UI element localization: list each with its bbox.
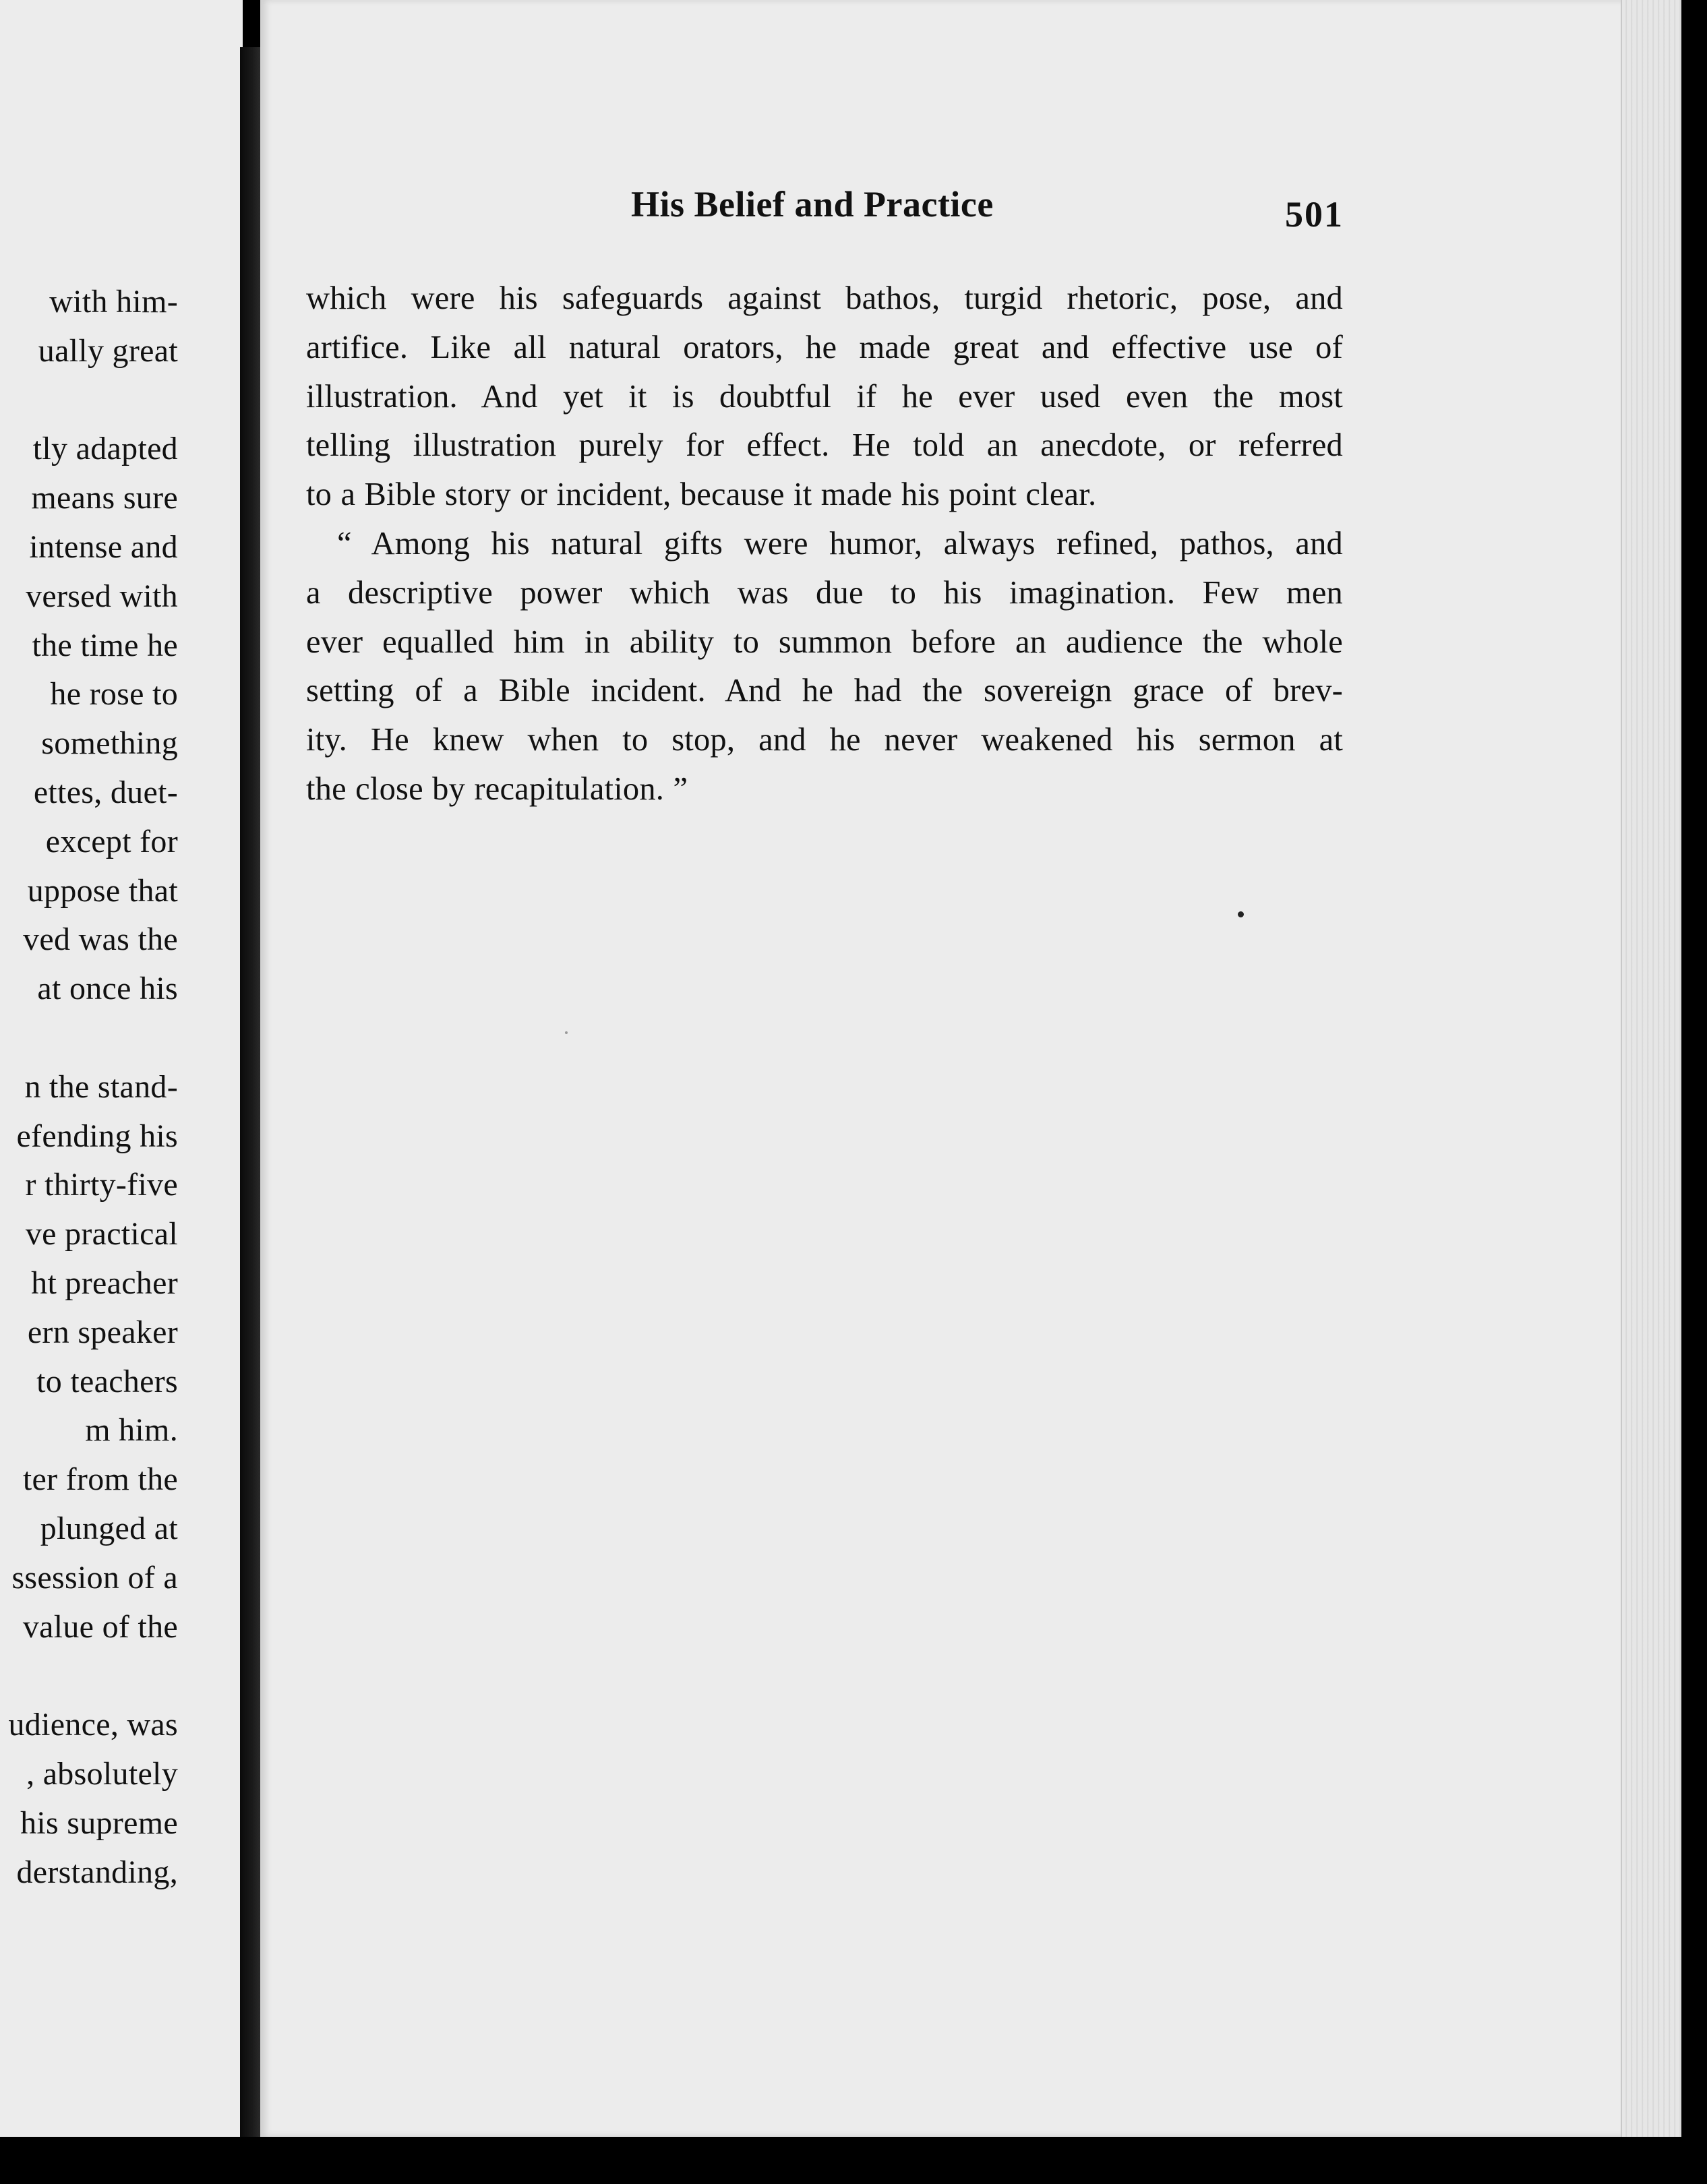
- book-gutter: [240, 47, 260, 2137]
- left-page-line: uppose that: [27, 872, 178, 909]
- left-page-line: ved was the: [23, 921, 178, 958]
- left-page-line: derstanding,: [16, 1854, 178, 1890]
- left-page-line: ssession of a: [11, 1559, 178, 1596]
- page-block-edges: [1621, 0, 1683, 2137]
- left-page-line: [0, 1014, 178, 1063]
- left-page-line: ern speaker: [27, 1314, 178, 1350]
- left-page-line: at once his: [37, 971, 178, 1007]
- left-page-line: ht preacher: [31, 1265, 178, 1301]
- ink-speck: [1238, 911, 1244, 917]
- left-page-line: except for: [45, 823, 178, 859]
- left-page-line: ually great: [38, 332, 178, 369]
- body-line: ity. He knew when to stop, and he never weakened his sermon at: [306, 722, 1343, 758]
- left-page-line: his supreme: [20, 1804, 178, 1841]
- left-page-line: ve practical: [25, 1216, 178, 1252]
- body-line: setting of a Bible incident. And he had the sovereign grace of brev-: [306, 673, 1343, 709]
- left-page-line: plunged at: [40, 1510, 178, 1546]
- left-page-line: [0, 1651, 178, 1701]
- left-page-line: to teachers: [36, 1363, 178, 1399]
- left-page-line: , absolutely: [26, 1755, 178, 1792]
- left-page-line: intense and: [29, 528, 178, 565]
- left-page-line: r thirty-five: [25, 1167, 178, 1203]
- running-head: His Belief and Practice: [631, 184, 994, 224]
- left-page-line: with him-: [49, 284, 178, 320]
- left-page-line: tly adapted: [32, 431, 178, 467]
- scan-border-bottom: [0, 2137, 1707, 2184]
- body-line: a descriptive power which was due to his imagination. Few men: [306, 574, 1343, 611]
- body-line: the close by recapitulation. ”: [306, 770, 688, 807]
- left-page-line: udience, was: [8, 1707, 178, 1743]
- body-text: [306, 274, 1343, 814]
- scan-border-right: [1681, 0, 1707, 2184]
- left-page-line: versed with: [26, 578, 178, 614]
- left-page-text-fragments: [0, 278, 178, 1897]
- left-page-line: value of the: [22, 1608, 178, 1645]
- left-page-line: [0, 376, 178, 425]
- left-page-line: ettes, duet-: [33, 774, 178, 810]
- body-line: telling illustration purely for effect. He told an anecdote, or referred: [306, 427, 1343, 464]
- left-page-line: ter from the: [22, 1461, 178, 1498]
- page-number: 501: [1285, 194, 1344, 235]
- left-page-line: m him.: [85, 1412, 178, 1449]
- left-page-line: the time he: [32, 627, 178, 663]
- body-line: ever equalled him in ability to summon before an audience the whole: [306, 624, 1343, 660]
- body-line: illustration. And yet it is doubtful if he ever used even the most: [306, 378, 1343, 415]
- body-line: artifice. Like all natural orators, he made great and effective use of: [306, 329, 1343, 365]
- left-page-line: something: [41, 725, 178, 762]
- body-line: “ Among his natural gifts were humor, always refined, pathos, and: [337, 525, 1343, 562]
- left-facing-page: [0, 0, 243, 2137]
- body-line: which were his safeguards against bathos, turgid rhetoric, pose, and: [306, 280, 1343, 316]
- left-page-line: means sure: [31, 480, 178, 516]
- ink-speck: [565, 1031, 568, 1034]
- left-page-line: n the stand-: [24, 1068, 178, 1105]
- left-page-line: he rose to: [50, 676, 178, 712]
- left-page-line: efending his: [16, 1118, 178, 1154]
- body-line: to a Bible story or incident, because it made his point clear.: [306, 477, 1097, 513]
